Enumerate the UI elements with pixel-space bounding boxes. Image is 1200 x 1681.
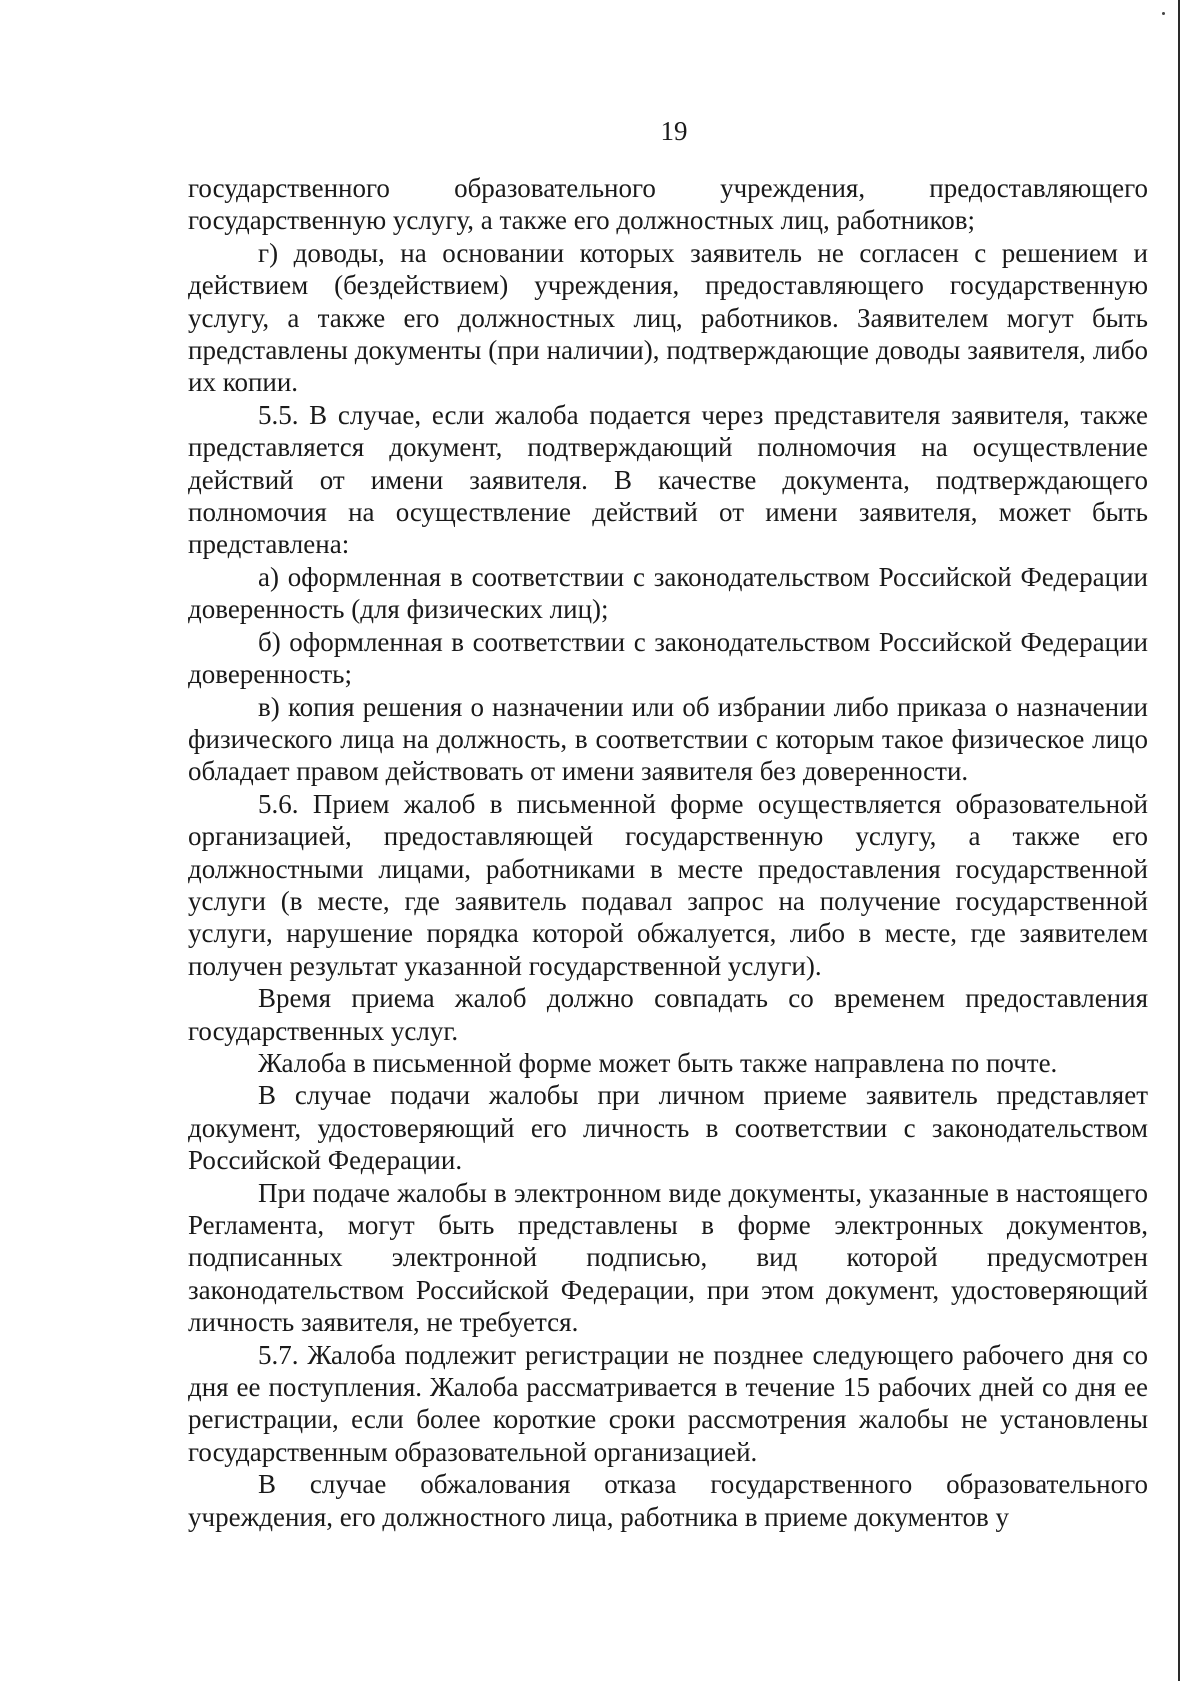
- paragraph: 5.6. Прием жалоб в письменной форме осуществляется образовательной организацией, предоставляющей государственную услугу, а также его должностными лицами, работниками в месте предоставления государственной услуги (в месте, где заявитель подавал запрос на получение государственной услуги, нарушение порядка которой обжалуется, либо в месте, где заявителем получен результат указанной государственной услуги).: [188, 788, 1148, 981]
- page-number: 19: [660, 116, 688, 146]
- paragraph: Жалоба в письменной форме может быть также направлена по почте.: [258, 1047, 1058, 1078]
- paragraph: государственного образовательного учреждения, предоставляющего государственную услугу, а также его должностных лиц, работников;: [188, 173, 1148, 236]
- scan-edge-line: [1178, 0, 1180, 1681]
- paragraph: а) оформленная в соответствии с законодательством Российской Федерации доверенность (для физических лиц);: [188, 561, 1148, 625]
- paragraph: 5.5. В случае, если жалоба подается через представителя заявителя, также представляется документ, подтверждающий полномочия на осуществление действий от имени заявителя. В качестве документа, подтверждающего полномочия на осуществление действий от имени заявителя, может быть представлена:: [188, 399, 1148, 560]
- paragraph: В случае обжалования отказа государственного образовательного учреждения, его должностного лица, работника в приеме документов у: [188, 1469, 1148, 1532]
- paragraph: Время приема жалоб должно совпадать со временем предоставления государственных услуг.: [188, 983, 1148, 1046]
- paragraph: 5.7. Жалоба подлежит регистрации не позднее следующего рабочего дня со дня ее поступления. Жалоба рассматривается в течение 15 рабочих дней со дня ее регистрации, если более короткие сроки рассмотрения жалобы не установлены государственным образовательной организацией.: [188, 1339, 1148, 1467]
- document-body: [188, 172, 1148, 1533]
- paragraph: В случае подачи жалобы при личном приеме заявитель представляет документ, удостоверяющий его личность в соответствии с законодательством Российской Федерации.: [188, 1080, 1148, 1176]
- paragraph: г) доводы, на основании которых заявитель не согласен с решением и действием (бездействием) учреждения, предоставляющего государственную услугу, а также его должностных лиц, работников. Заявителем могут быть представлены документы (при наличии), подтверждающие доводы заявителя, либо их копии.: [188, 237, 1148, 398]
- paragraph: При подаче жалобы в электронном виде документы, указанные в настоящего Регламента, могут быть представлены в форме электронных документов, подписанных электронной подписью, вид которой предусмотрен законодательством Российской Федерации, при этом документ, удостоверяющий личность заявителя, не требуется.: [188, 1177, 1148, 1338]
- scan-artifact-dot: [1162, 12, 1165, 15]
- paragraph: б) оформленная в соответствии с законодательством Российской Федерации доверенность;: [188, 626, 1148, 690]
- paragraph: в) копия решения о назначении или об избрании либо приказа о назначении физического лица на должность, в соответствии с которым такое физическое лицо обладает правом действовать от имени заявителя без доверенности.: [188, 691, 1148, 787]
